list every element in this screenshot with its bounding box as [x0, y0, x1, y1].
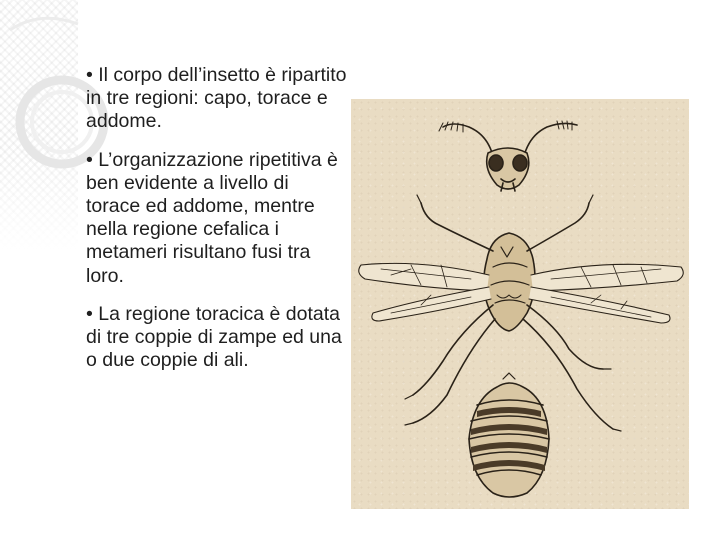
insect-illustration — [351, 99, 689, 509]
bullet-segmentation: • L’organizzazione ripetitiva è ben evidente a livello di torace ed addome, mentre nella regione cefalica i metameri risultano fusi tra loro. — [86, 148, 338, 287]
insect-drawing — [351, 99, 689, 509]
insect-head — [439, 121, 577, 191]
bullet-thorax-appendages: • La regione toracica è dotata di tre coppie di zampe ed una o due coppie di ali. — [86, 302, 342, 372]
bullet-list — [86, 64, 348, 372]
insect-abdomen — [469, 373, 549, 497]
bullet-body-regions: • Il corpo dell’insetto è ripartito in tre regioni: capo, torace e addome. — [86, 64, 347, 133]
insect-thorax — [484, 233, 535, 331]
